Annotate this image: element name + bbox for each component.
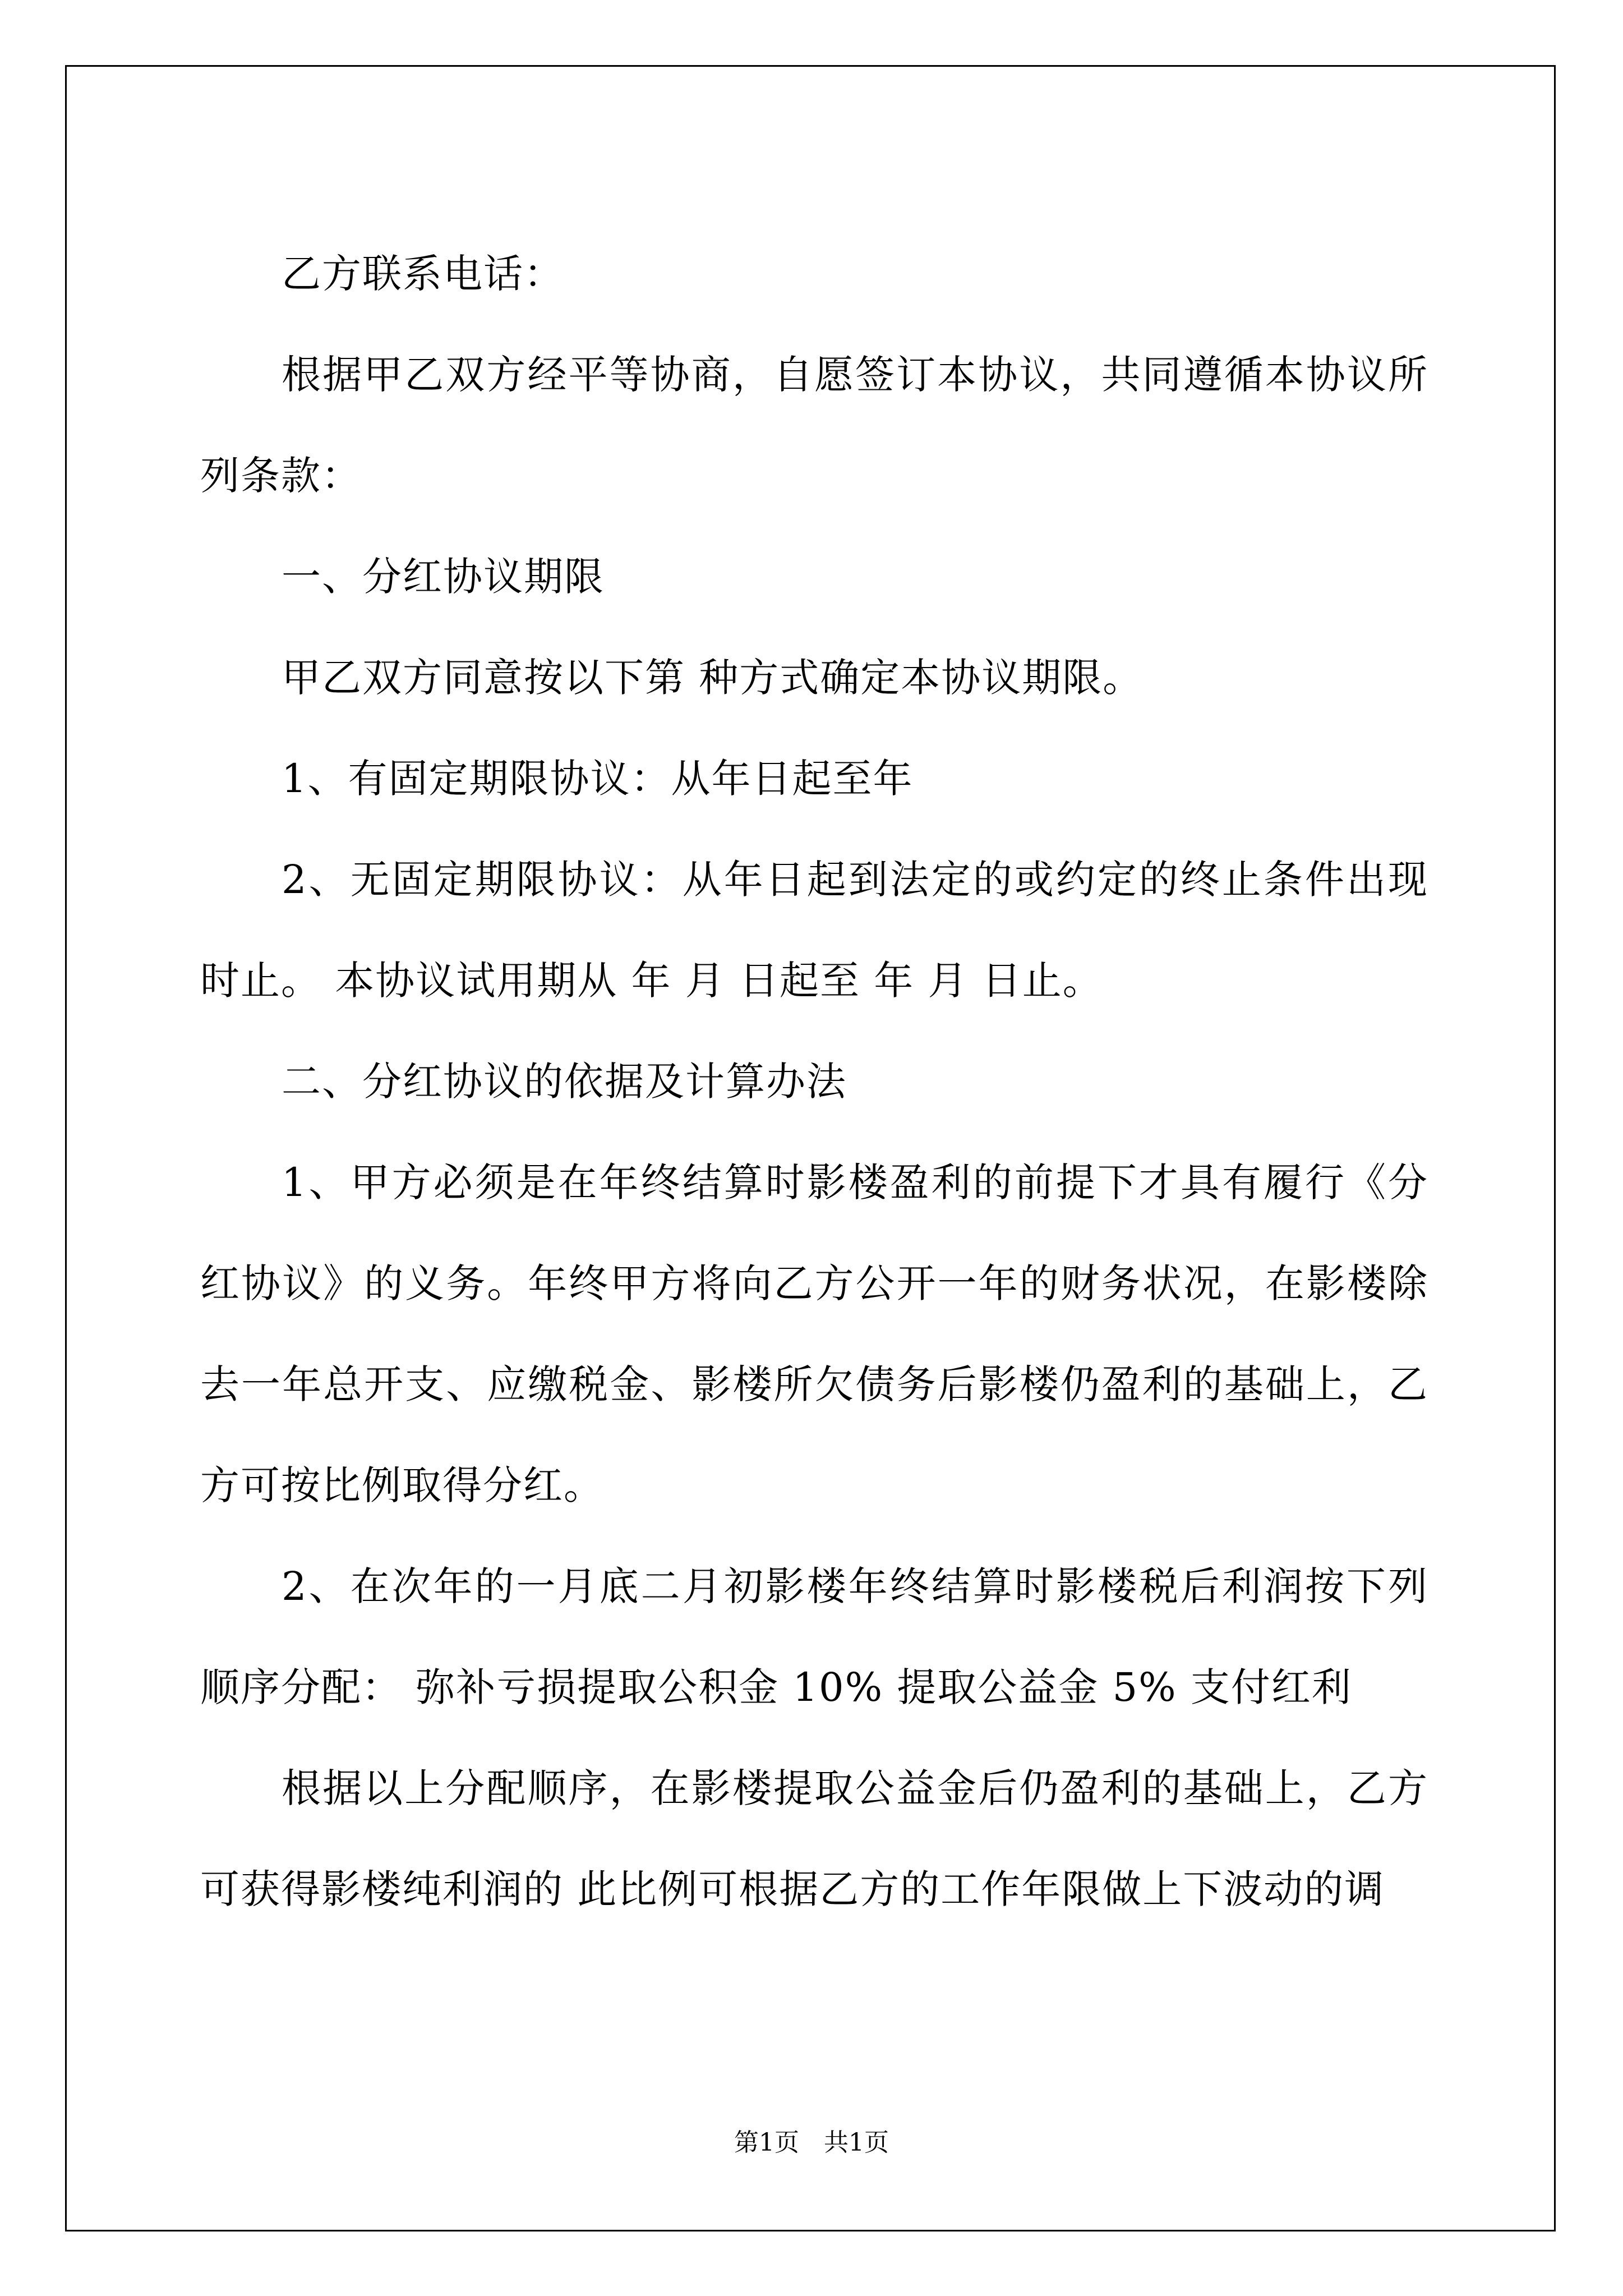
paragraph-open-term: 2、无固定期限协议：从年日起到法定的或约定的终止条件出现时止。 本协议试用期从 年 月 日起至 年 月 日止。 [200, 857, 1428, 1004]
paragraph-basis-2: 2、在次年的一月底二月初影楼年终结算时影楼税后利润按下列顺序分配： 弥补亏损提取公积金 10% 提取公益金 5% 支付红利 [200, 1563, 1428, 1710]
paragraph-fixed-term: 1、有固定期限协议：从年日起至年 [282, 756, 914, 802]
document-body [200, 223, 1428, 1940]
paragraph-contact-phone: 乙方联系电话： [282, 251, 564, 297]
section-heading-basis: 二、分红协议的依据及计算办法 [282, 1059, 847, 1105]
page-footer: 第1页 共1页 [734, 2128, 889, 2157]
paragraph-basis-1: 1、甲方必须是在年终结算时影楼盈利的前提下才具有履行《分红协议》的义务。年终甲方将向乙方公开一年的财务状况，在影楼除去一年总开支、应缴税金、影楼所欠债务后影楼仍盈利的基础上，乙方可按比例取得分红。 [200, 1159, 1428, 1508]
paragraph-term-method: 甲乙双方同意按以下第 种方式确定本协议期限。 [282, 655, 1144, 701]
paragraph-preamble: 根据甲乙双方经平等协商，自愿签订本协议，共同遵循本协议所列条款： [200, 352, 1428, 499]
section-heading-term: 一、分红协议期限 [282, 554, 605, 600]
paragraph-basis-3: 根据以上分配顺序，在影楼提取公益金后仍盈利的基础上，乙方可获得影楼纯利润的 此比例可根据乙方的工作年限做上下波动的调 [200, 1765, 1428, 1912]
